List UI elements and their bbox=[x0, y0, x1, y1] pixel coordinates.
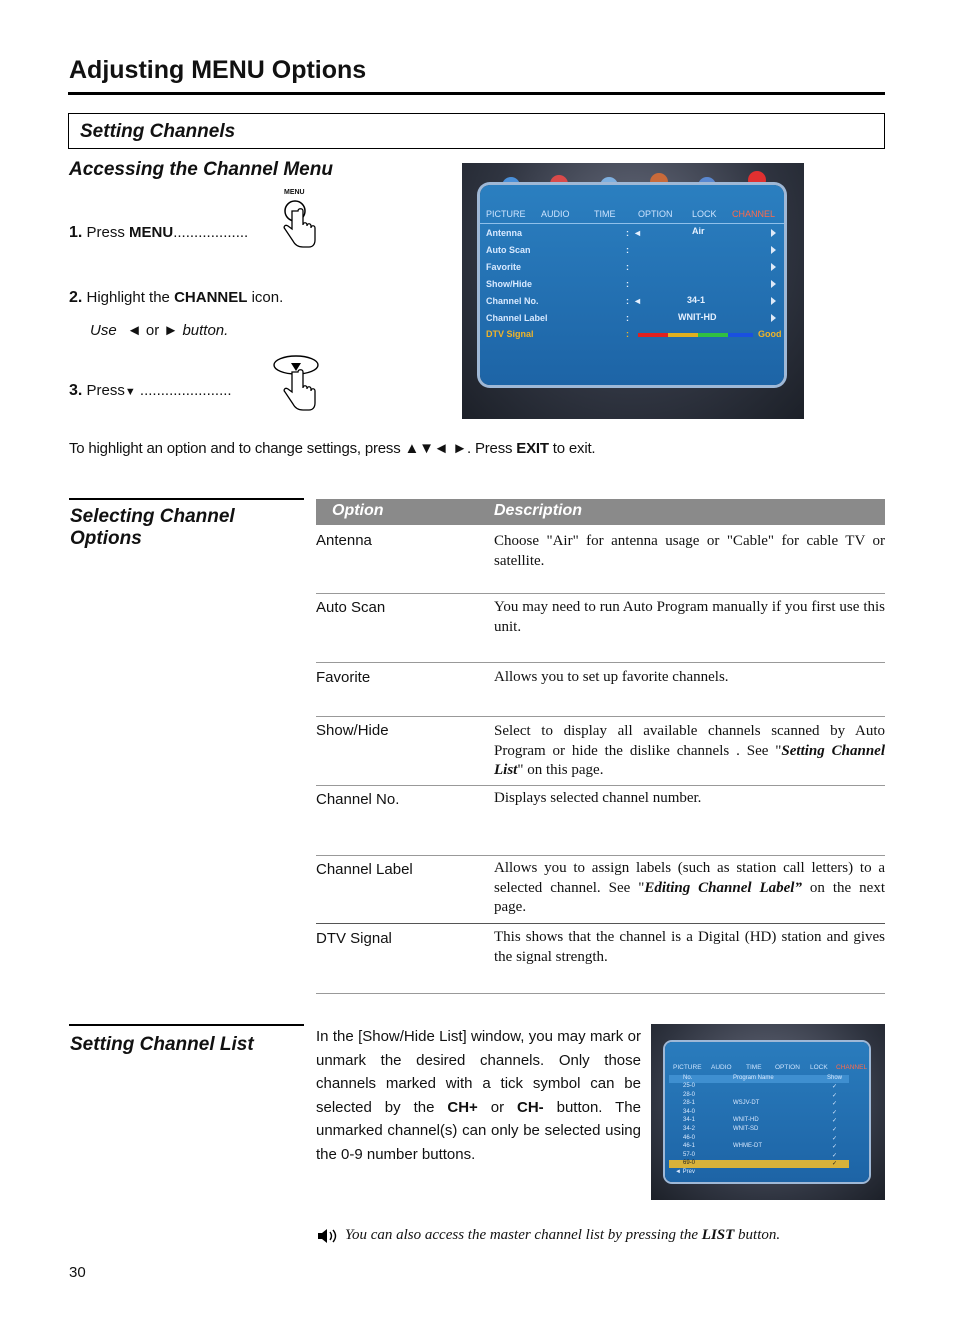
tv-list-row bbox=[669, 1117, 849, 1125]
tv-row-value: WNIT-HD bbox=[678, 312, 717, 322]
ch-minus-key: CH- bbox=[517, 1098, 544, 1116]
section-box bbox=[68, 113, 885, 149]
option-antenna: Antenna bbox=[316, 532, 372, 549]
instruction-pre: To highlight an option and to change settings, press ▲▼◄ ►. Press bbox=[69, 440, 517, 457]
tv-row-antenna bbox=[486, 228, 522, 242]
tv-list-name: WNIT-HD bbox=[733, 1117, 759, 1124]
tv-row-label: Show/Hide bbox=[486, 279, 533, 289]
desc-text: Allows you to assign labels (such as station call letters) to a selected channel. See " bbox=[494, 860, 885, 896]
tv-row-dtv-signal bbox=[486, 329, 534, 343]
page-number: 30 bbox=[69, 1264, 86, 1281]
channel-list-screenshot bbox=[651, 1024, 885, 1200]
check-icon: ✓ bbox=[832, 1152, 838, 1159]
tv-list-no: 57-0 bbox=[683, 1151, 696, 1158]
tab-audio: AUDIO bbox=[541, 209, 570, 219]
tv-list-name: WSJV-DT bbox=[733, 1100, 760, 1107]
tab-picture: PICTURE bbox=[486, 209, 526, 219]
option-dtv-signal: DTV Signal bbox=[316, 930, 392, 947]
button-text: button. bbox=[182, 322, 229, 339]
tv-list-no: 46-0 bbox=[683, 1134, 696, 1141]
tv-list-row bbox=[669, 1100, 849, 1108]
step-1 bbox=[69, 224, 248, 242]
left-arrow-icon: ◄ bbox=[126, 322, 142, 339]
tv-list-no: 28-1 bbox=[683, 1100, 696, 1107]
table-divider bbox=[316, 593, 885, 594]
tip-key: LIST bbox=[701, 1227, 735, 1243]
tv-row-channel-label bbox=[486, 313, 548, 327]
tv-list-row bbox=[669, 1135, 849, 1143]
tab-time: TIME bbox=[746, 1064, 762, 1071]
tv-list-no: 46-1 bbox=[683, 1143, 696, 1150]
step-1-text: Press bbox=[86, 224, 130, 241]
step-2 bbox=[69, 289, 283, 307]
arrow-right-icon bbox=[771, 246, 776, 254]
step-3-number: 3. bbox=[69, 382, 83, 399]
instruction-text bbox=[69, 440, 595, 457]
para-text: or bbox=[477, 1098, 517, 1116]
desc-antenna: Choose "Air" for antenna usage or "Cable" for cable TV or satellite. bbox=[494, 533, 885, 569]
use-text: Use bbox=[90, 322, 117, 339]
desc-favorite: Allows you to set up favorite channels. bbox=[494, 669, 729, 685]
check-icon: ✓ bbox=[832, 1144, 838, 1151]
list-paragraph bbox=[316, 1025, 641, 1166]
tv-list-no: 34-0 bbox=[683, 1108, 696, 1115]
tv-list-header bbox=[669, 1075, 849, 1083]
signal-bar-green bbox=[698, 333, 728, 337]
tv-row-auto-scan bbox=[486, 245, 531, 259]
step-3 bbox=[69, 382, 232, 400]
para-text: button. The unmarked channel(s) can only be selected using the 0-9 number buttons. bbox=[316, 1098, 641, 1163]
tv-row-value: Good bbox=[758, 329, 782, 339]
options-table-header bbox=[316, 499, 885, 525]
accessing-heading: Accessing the Channel Menu bbox=[69, 159, 333, 180]
tab-picture: PICTURE bbox=[673, 1064, 702, 1071]
tv-list-name: WNIT-SD bbox=[733, 1126, 759, 1132]
ch-plus-key: CH+ bbox=[447, 1098, 478, 1116]
down-arrow-icon: ▼ bbox=[124, 386, 136, 398]
tab-channel: CHANNEL bbox=[732, 209, 776, 219]
check-icon: ✓ bbox=[832, 1092, 838, 1099]
table-divider bbox=[316, 855, 885, 856]
tv-menu-panel: PICTURE AUDIO TIME OPTION LOCK CHANNEL Antenna : ◄ Air Auto Scan : Favorite : Show/Hide : Channel No. : ◄ 34-1 Channel Label : WNIT-HD DTV Signal : Good bbox=[480, 185, 784, 385]
tv-list-row bbox=[669, 1092, 849, 1100]
tab-lock: LOCK bbox=[692, 209, 717, 219]
list-section-rule bbox=[69, 1024, 304, 1026]
tv-list-row bbox=[669, 1083, 849, 1091]
or-text: or bbox=[145, 322, 160, 339]
table-divider bbox=[316, 662, 885, 663]
arrow-right-icon bbox=[771, 280, 776, 288]
step-2-key: CHANNEL bbox=[174, 289, 248, 306]
instruction-key: EXIT bbox=[516, 440, 549, 457]
options-heading bbox=[70, 506, 235, 550]
check-icon: ✓ bbox=[832, 1135, 838, 1142]
options-heading-line2: Options bbox=[70, 528, 142, 549]
tab-channel: CHANNEL bbox=[836, 1064, 868, 1071]
tab-lock: LOCK bbox=[810, 1064, 828, 1071]
signal-bar-blue bbox=[728, 333, 753, 337]
check-icon: ✓ bbox=[832, 1084, 838, 1090]
step-1-key: MENU bbox=[129, 224, 174, 241]
prev-label: ◄ Prev bbox=[675, 1169, 695, 1175]
desc-text: Select to display all available channels scanned by Auto Program or hide the dislike channels . See " bbox=[494, 723, 885, 759]
option-favorite: Favorite bbox=[316, 669, 371, 686]
arrow-right-icon bbox=[771, 229, 776, 237]
tv-row-label: DTV Signal bbox=[486, 329, 534, 339]
tv-row-value: 34-1 bbox=[687, 295, 706, 305]
option-channel-no: Channel No. bbox=[316, 791, 400, 808]
tip-text bbox=[345, 1227, 780, 1244]
col-show: Show bbox=[827, 1075, 843, 1081]
tv-list-row bbox=[669, 1152, 849, 1160]
column-header-option: Option bbox=[332, 502, 384, 519]
step-2-number: 2. bbox=[69, 289, 83, 306]
tv-list-name: WHME-DT bbox=[733, 1143, 762, 1150]
tab-time: TIME bbox=[594, 209, 616, 219]
desc-channel-no: Displays selected channel number. bbox=[494, 790, 702, 806]
desc-channel-label bbox=[494, 859, 885, 918]
tv-menu-tabs bbox=[480, 209, 784, 223]
step-2-sub bbox=[90, 322, 228, 339]
menu-hand-icon bbox=[276, 189, 320, 261]
tv-row-label: Auto Scan bbox=[486, 245, 531, 255]
step-3-text: Press bbox=[86, 382, 125, 399]
tv-row-label: Antenna bbox=[486, 228, 522, 238]
check-icon: ✓ bbox=[832, 1127, 838, 1133]
tv-list-no: 34-2 bbox=[683, 1126, 696, 1132]
check-icon: ✓ bbox=[832, 1109, 838, 1116]
speaker-icon bbox=[316, 1227, 338, 1245]
check-icon: ✓ bbox=[832, 1101, 838, 1108]
tv-list-row bbox=[669, 1126, 849, 1134]
tv-list-footer bbox=[669, 1169, 849, 1177]
check-icon: ✓ bbox=[832, 1118, 838, 1125]
step-1-number: 1. bbox=[69, 224, 83, 241]
tip-pre: You can also access the master channel list by pressing the bbox=[345, 1227, 702, 1243]
step-3-dots: ...................... bbox=[135, 382, 232, 399]
tv-list-no: 25-0 bbox=[683, 1083, 696, 1089]
step-1-dots: .................. bbox=[173, 224, 249, 241]
down-hand-icon bbox=[272, 354, 322, 420]
list-heading: Setting Channel List bbox=[70, 1034, 254, 1055]
tab-option: OPTION bbox=[638, 209, 673, 219]
table-divider bbox=[316, 716, 885, 717]
desc-auto-scan: You may need to run Auto Program manually if you first use this unit. bbox=[494, 599, 885, 635]
tv-list-no: 69-0 bbox=[683, 1160, 696, 1167]
right-arrow-icon: ► bbox=[163, 322, 179, 339]
tv-row-label: Favorite bbox=[486, 262, 522, 272]
tv-list-row bbox=[669, 1143, 849, 1151]
option-show-hide: Show/Hide bbox=[316, 722, 389, 739]
tv-list-row bbox=[669, 1109, 849, 1117]
tv-row-channel-no bbox=[486, 296, 539, 310]
option-auto-scan: Auto Scan bbox=[316, 599, 386, 616]
table-divider bbox=[316, 993, 885, 994]
column-header-description: Description bbox=[494, 502, 583, 519]
tv-row-label: Channel No. bbox=[486, 296, 539, 306]
table-divider bbox=[316, 785, 885, 786]
menu-icon-label: MENU bbox=[284, 189, 305, 196]
page-title: Adjusting MENU Options bbox=[69, 56, 367, 84]
tv-row-favorite bbox=[486, 262, 521, 276]
tv-list-row bbox=[669, 1160, 849, 1168]
col-no: No. bbox=[683, 1075, 693, 1081]
options-heading-line1: Selecting Channel bbox=[70, 506, 235, 527]
para-text: In the [Show/Hide List] window, you may mark or unmark the desired channels. Only those channels marked with a tick symbol can be selected by the bbox=[316, 1028, 641, 1116]
tv-list-no: 28-0 bbox=[683, 1091, 696, 1098]
options-section-rule bbox=[69, 498, 304, 500]
section-box-title: Setting Channels bbox=[80, 121, 236, 142]
desc-text: " on this page. bbox=[517, 762, 604, 778]
col-program-name: Program Name bbox=[733, 1075, 774, 1081]
tv-row-show-hide bbox=[486, 279, 532, 293]
arrow-right-icon bbox=[771, 314, 776, 322]
desc-dtv-signal: This shows that the channel is a Digital (HD) station and gives the signal strength. bbox=[494, 929, 885, 965]
tv-list-no: 34-1 bbox=[683, 1117, 696, 1124]
signal-bar-red bbox=[638, 333, 668, 337]
tab-audio: AUDIO bbox=[711, 1064, 732, 1071]
desc-emphasis: Editing Channel Label” bbox=[644, 879, 802, 896]
tab-option: OPTION bbox=[775, 1064, 800, 1071]
tv-row-label: Channel Label bbox=[486, 313, 548, 323]
signal-bar-yellow bbox=[668, 333, 698, 337]
title-rule bbox=[68, 92, 885, 95]
option-channel-label: Channel Label bbox=[316, 861, 413, 878]
check-icon: ✓ bbox=[832, 1161, 838, 1168]
desc-text: on the next page. bbox=[494, 879, 885, 915]
arrow-right-icon bbox=[771, 263, 776, 271]
step-2-text: Highlight the bbox=[86, 289, 175, 306]
tv-row-value: Air bbox=[692, 226, 705, 236]
desc-emphasis: Setting Channel List bbox=[494, 742, 886, 778]
arrow-right-icon bbox=[771, 297, 776, 305]
desc-show-hide bbox=[494, 722, 885, 781]
table-divider bbox=[316, 923, 885, 924]
step-2-post: icon. bbox=[247, 289, 284, 306]
instruction-post: to exit. bbox=[548, 440, 596, 457]
tip-post: button. bbox=[734, 1227, 781, 1243]
channel-menu-screenshot bbox=[462, 163, 804, 419]
